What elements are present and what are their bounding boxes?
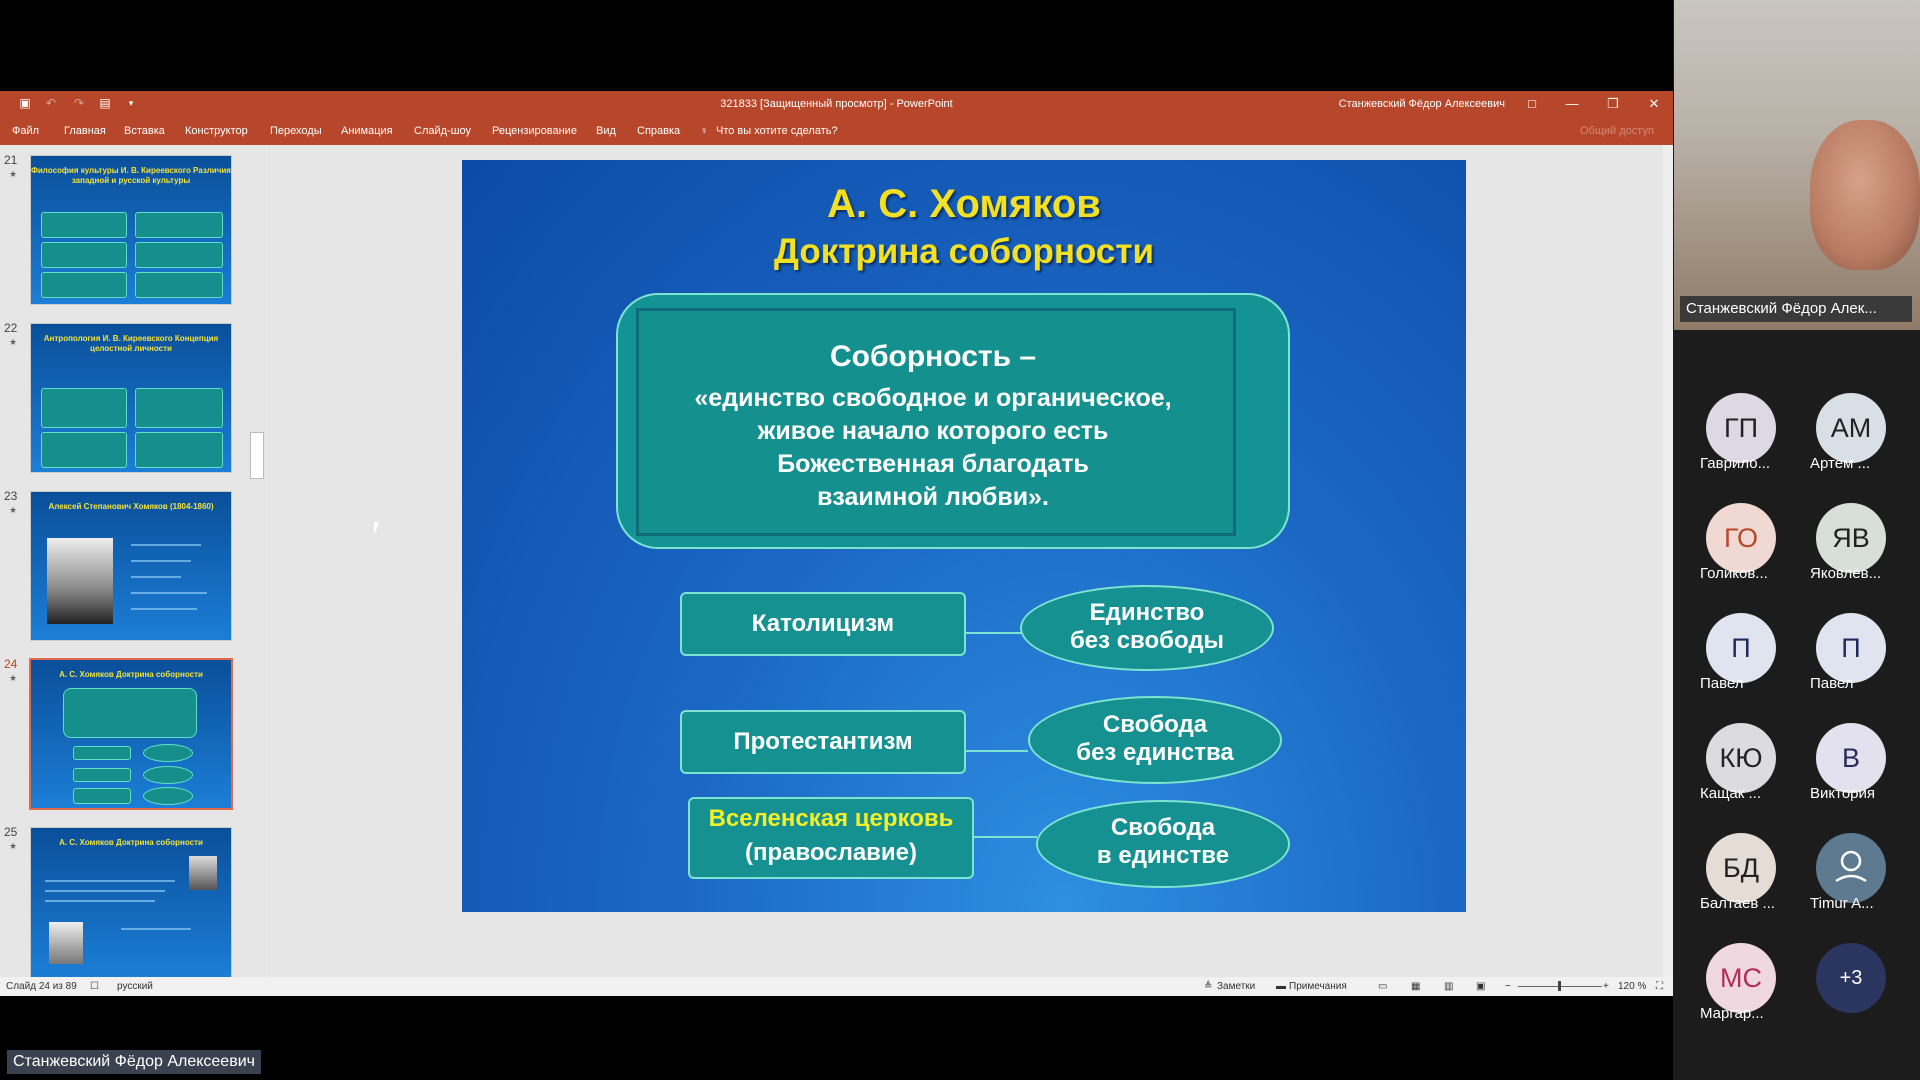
speaker-name-label: Станжевский Фёдор Алек... [1680, 296, 1912, 322]
slide-thumbnail-22[interactable] [30, 323, 232, 473]
comments-button[interactable]: Примечания [1289, 981, 1347, 992]
animation-star-icon: ★ [9, 841, 18, 851]
participant-avatar[interactable]: ГО [1706, 503, 1776, 573]
participant-name: Павел [1700, 675, 1744, 692]
title-bar [0, 91, 1673, 117]
definition-line: Божественная благодать [777, 450, 1089, 478]
ellipse-line: в единстве [1096, 842, 1230, 869]
zoom-in-icon[interactable]: + [1603, 981, 1609, 992]
user-silhouette-icon [1816, 833, 1886, 903]
slide-thumbnail-25[interactable] [30, 827, 232, 979]
thumb-number: 24 [4, 657, 18, 671]
participant-name: Timur A... [1810, 895, 1874, 912]
tab-animations[interactable]: Анимация [341, 125, 393, 137]
participant-name: Яковлев... [1810, 565, 1882, 582]
slide-thumbnail-23[interactable] [30, 491, 232, 641]
participant-avatar[interactable]: ЯВ [1816, 503, 1886, 573]
participant-name: Балтаев ... [1700, 895, 1775, 912]
connector-line [964, 632, 1022, 634]
ellipse-line: Свобода [1102, 711, 1208, 738]
animation-star-icon: ★ [9, 337, 18, 347]
notes-icon[interactable]: ≜ [1204, 981, 1213, 992]
thumb-title: А. С. Хомяков Доктрина соборности [59, 670, 203, 679]
freedom-without-unity-ellipse [1028, 696, 1282, 784]
tab-home[interactable]: Главная [64, 125, 106, 137]
thumb-number: 23 [4, 489, 18, 503]
participant-avatar[interactable]: КЮ [1706, 723, 1776, 793]
thumb-title: Философия культуры И. В. Киреевского Различия западной и русской культуры [31, 166, 231, 185]
ellipse-line: Единство [1089, 599, 1205, 626]
share-button[interactable]: Общий доступ [1580, 125, 1654, 137]
participant-name: Голиков... [1700, 565, 1768, 582]
thumb-number: 21 [4, 153, 18, 167]
tell-me-box[interactable]: Что вы хотите сделать? [716, 125, 838, 137]
sorter-view-icon[interactable]: ▦ [1411, 981, 1421, 992]
ellipse-line: Свобода [1110, 814, 1216, 841]
tab-design[interactable]: Конструктор [185, 125, 248, 137]
slide-thumbnails-pane [0, 145, 265, 977]
ellipse-line: без единства [1076, 739, 1234, 766]
portrait-image [49, 922, 83, 964]
participant-avatar[interactable] [1816, 833, 1886, 903]
portrait-image [47, 538, 113, 624]
restore-icon[interactable]: ❐ [1607, 96, 1619, 111]
minimize-icon[interactable]: — [1565, 96, 1579, 111]
thumbnail-scrollbar[interactable] [250, 432, 264, 479]
editor-scrollbar[interactable] [1663, 145, 1673, 977]
slide-counter: Слайд 24 из 89 [6, 981, 77, 992]
participant-avatar[interactable]: ГП [1706, 393, 1776, 463]
row-label: (православие) [744, 839, 918, 866]
comments-icon[interactable]: ▬ [1276, 981, 1286, 992]
catholicism-box [680, 592, 966, 656]
animation-star-icon: ★ [9, 673, 18, 683]
portrait-image [189, 856, 217, 890]
participant-avatar[interactable]: В [1816, 723, 1886, 793]
freedom-in-unity-ellipse [1036, 800, 1290, 888]
lightbulb-icon: ♀ [700, 125, 709, 137]
tab-view[interactable]: Вид [596, 125, 616, 137]
thumb-title: Алексей Степанович Хомяков (1804-1860) [48, 502, 214, 511]
current-slide[interactable] [462, 160, 1466, 912]
ellipse-line: без свободы [1069, 627, 1225, 654]
unity-without-freedom-ellipse [1020, 585, 1274, 671]
slide-thumbnail-24[interactable] [29, 658, 233, 810]
thumb-number: 25 [4, 825, 18, 839]
participant-name: Виктория [1810, 785, 1876, 802]
ribbon-display-icon[interactable]: □ [1528, 96, 1536, 111]
thumb-title: А. С. Хомяков Доктрина соборности [59, 838, 203, 847]
participant-avatar[interactable]: МС [1706, 943, 1776, 1013]
thumb-title: Антропология И. В. Киреевского Концепция целостной личности [43, 334, 219, 353]
animation-star-icon: ★ [9, 169, 18, 179]
status-bar [0, 977, 1673, 996]
zoom-level[interactable]: 120 % [1618, 981, 1647, 992]
reading-view-icon[interactable]: ▥ [1444, 981, 1454, 992]
zoom-slider-knob[interactable] [1558, 981, 1561, 991]
slide-thumbnail-21[interactable] [30, 155, 232, 305]
tab-insert[interactable]: Вставка [124, 125, 165, 137]
normal-view-icon[interactable]: ▭ [1378, 981, 1388, 992]
participant-avatar[interactable]: БД [1706, 833, 1776, 903]
redo-icon[interactable]: ↷ [73, 96, 85, 110]
participant-name: Павел [1810, 675, 1854, 692]
tab-help[interactable]: Справка [637, 125, 681, 137]
more-participants-button[interactable]: +3 [1816, 943, 1886, 1013]
tab-slideshow[interactable]: Слайд-шоу [414, 125, 472, 137]
notes-button[interactable]: Заметки [1217, 981, 1256, 992]
slideshow-view-icon[interactable]: ▣ [1476, 981, 1486, 992]
tab-transitions[interactable]: Переходы [270, 125, 322, 137]
fit-slide-icon[interactable]: ⛶ [1656, 981, 1663, 992]
participant-avatar[interactable]: П [1706, 613, 1776, 683]
customize-icon[interactable]: ▾ [128, 98, 134, 108]
mouse-cursor [374, 522, 384, 536]
undo-icon[interactable]: ↶ [45, 96, 57, 110]
row-label: Протестантизм [733, 728, 913, 755]
spellcheck-icon[interactable]: ☐ [90, 981, 99, 992]
participant-avatar[interactable]: АМ [1816, 393, 1886, 463]
save-icon[interactable]: ▣ [19, 96, 31, 110]
definition-line: взаимной любви». [817, 483, 1049, 511]
definition-line: «единство свободное и органическое, [694, 384, 1172, 412]
zoom-out-icon[interactable]: − [1505, 981, 1511, 992]
definition-line: живое начало которого есть [757, 417, 1109, 445]
participant-avatar[interactable]: П [1816, 613, 1886, 683]
presentation-icon[interactable]: ▤ [99, 96, 111, 110]
participant-name: Артем ... [1810, 455, 1871, 472]
participant-name: Кащак ... [1700, 785, 1761, 802]
ribbon-tabs [0, 117, 1673, 145]
row-label: Вселенская церковь [708, 805, 954, 832]
definition-heading: Соборность – [829, 340, 1037, 373]
window-title: 321833 [Защищенный просмотр] - PowerPoint [720, 98, 953, 110]
slide-title: А. С. Хомяков [827, 182, 1101, 226]
thumb-number: 22 [4, 321, 18, 335]
presenter-name-bar: Станжевский Фёдор Алексеевич [7, 1050, 261, 1074]
connector-line [971, 836, 1037, 838]
participant-name: Гаврило... [1700, 455, 1771, 472]
connector-line [964, 750, 1028, 752]
animation-star-icon: ★ [9, 505, 18, 515]
protestantism-box [680, 710, 966, 774]
universal-church-box [688, 797, 974, 879]
tab-review[interactable]: Рецензирование [492, 125, 577, 137]
language-indicator[interactable]: русский [117, 981, 153, 992]
participant-name: Маргар... [1700, 1005, 1764, 1022]
slide-subtitle: Доктрина соборности [773, 232, 1155, 271]
account-name[interactable]: Станжевский Фёдор Алексеевич [1338, 98, 1505, 110]
close-icon[interactable]: ✕ [1648, 96, 1660, 111]
row-label: Католицизм [751, 610, 895, 637]
speaker-face [1810, 120, 1920, 270]
tab-file[interactable]: Файл [12, 125, 40, 137]
